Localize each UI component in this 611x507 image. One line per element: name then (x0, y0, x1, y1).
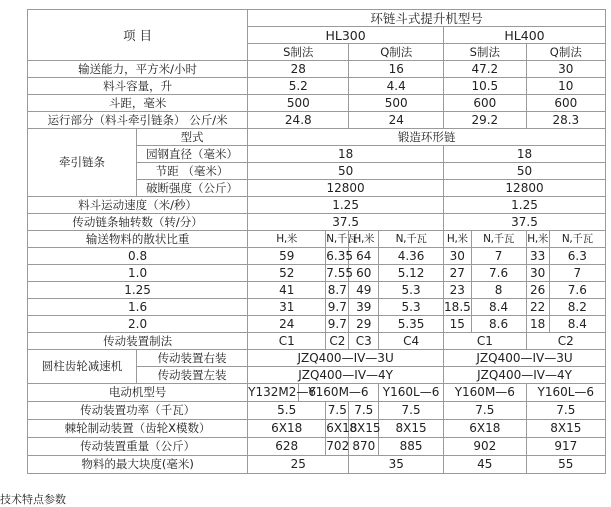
cell: 18 (526, 316, 549, 333)
cell: 30 (526, 61, 605, 78)
row-label: 传动装置右装 (136, 350, 247, 367)
chain-group-label: 牵引链条 (28, 129, 137, 197)
table-row (28, 299, 606, 316)
cell: 锻造环形链 (248, 129, 606, 146)
ratio-cell: 1.6 (28, 299, 248, 316)
cell: JZQ400—IV—4Y (444, 367, 606, 384)
cell: 18 (444, 146, 606, 163)
cell: 8X15 (526, 420, 605, 438)
cell: 27 (444, 265, 472, 282)
cell: 16 (349, 61, 444, 78)
row-label: 料斗容量，升 (28, 78, 248, 95)
table-row (28, 61, 606, 78)
cell: 39 (349, 299, 379, 316)
table-row (28, 438, 606, 456)
method-header: Q制法 (349, 44, 444, 61)
cell: C2 (526, 333, 605, 350)
row-label: 物料的最大块度(毫米) (28, 456, 248, 474)
table-row (28, 420, 606, 438)
row-label: 斗距，毫米 (28, 95, 248, 112)
cell: 5.3 (379, 282, 444, 299)
row-label: 传动装置左装 (136, 367, 247, 384)
cell: 47.2 (444, 61, 527, 78)
table-row (28, 214, 606, 231)
cell: 15 (444, 316, 472, 333)
cell: 9.7 (326, 316, 349, 333)
cell: 24 (349, 112, 444, 129)
cell: 8.4 (471, 299, 526, 316)
row-label: 破断强度（公斤） (136, 180, 247, 197)
cell: 5.12 (379, 265, 444, 282)
row-label: 传动装置制法 (28, 333, 248, 350)
cell: Y160L—6 (526, 384, 605, 402)
cell: JZQ400—IV—3U (444, 350, 606, 367)
cell: 902 (444, 438, 527, 456)
cell: 24.8 (248, 112, 349, 129)
cell: 6X18 (248, 420, 326, 438)
cell: 8.4 (549, 316, 605, 333)
cell: C2 (326, 333, 349, 350)
cell: 9.7 (326, 299, 349, 316)
table-row (28, 384, 606, 402)
reducer-group-label: 圆柱齿轮减速机 (28, 350, 137, 384)
col-h-header: H,米 (526, 231, 549, 248)
cell: 870 (349, 438, 379, 456)
cell: 10 (526, 78, 605, 95)
table-row (28, 248, 606, 265)
cell: 8.6 (471, 316, 526, 333)
cell: 7.5 (349, 402, 379, 420)
col-h-header: H,米 (248, 231, 326, 248)
table-row (28, 197, 606, 214)
footer-caption: 技术特点参数 (0, 493, 66, 506)
cell: 30 (444, 248, 472, 265)
cell: 6X18 (326, 420, 349, 438)
cell: 50 (248, 163, 444, 180)
table-row (28, 265, 606, 282)
cell: 5.5 (248, 402, 326, 420)
header-row-1 (28, 10, 606, 27)
row-label: 料斗运动速度（米/秒） (28, 197, 248, 214)
method-header: S制法 (248, 44, 349, 61)
cell: 25 (248, 456, 349, 474)
table-row (28, 456, 606, 474)
row-label: 电动机型号 (28, 384, 248, 402)
cell: 37.5 (248, 214, 444, 231)
cell: JZQ400—IV—3U (248, 350, 444, 367)
col-n-header: N,千瓦 (549, 231, 605, 248)
item-header: 项 目 (28, 10, 248, 61)
cell: 5.35 (379, 316, 444, 333)
cell: Y160M—6 (298, 384, 378, 402)
ratio-cell: 1.0 (28, 265, 248, 282)
cell: 600 (444, 95, 527, 112)
table-row (28, 350, 606, 367)
row-label: 园钢直径（毫米） (136, 146, 247, 163)
model-title: 环链斗式提升机型号 (248, 10, 606, 27)
cell: 628 (248, 438, 326, 456)
cell: 7.6 (471, 265, 526, 282)
cell: 5.3 (379, 299, 444, 316)
cell: 64 (349, 248, 379, 265)
spec-table (27, 9, 606, 474)
cell: 1.25 (444, 197, 606, 214)
cell: 7.5 (379, 402, 444, 420)
cell: 885 (379, 438, 444, 456)
ratio-cell: 0.8 (28, 248, 248, 265)
cell: 1.25 (248, 197, 444, 214)
col-h-header: H,米 (349, 231, 379, 248)
table-row (28, 316, 606, 333)
cell: 500 (248, 95, 349, 112)
cell: 55 (526, 456, 605, 474)
cell: 6X18 (444, 420, 527, 438)
table-row (28, 95, 606, 112)
ratio-cell: 2.0 (28, 316, 248, 333)
col-n-header: N,千瓦 (471, 231, 526, 248)
cell: 31 (248, 299, 326, 316)
cell: 29 (349, 316, 379, 333)
cell: 28 (248, 61, 349, 78)
cell: 22 (526, 299, 549, 316)
cell: 50 (444, 163, 606, 180)
table-row (28, 231, 606, 248)
cell: 26 (526, 282, 549, 299)
row-label: 运行部分（料斗牵引链条） 公斤/米 (28, 112, 248, 129)
table-row (28, 402, 606, 420)
cell: 24 (248, 316, 326, 333)
col-n-header: N,千瓦 (379, 231, 444, 248)
cell: 35 (349, 456, 444, 474)
cell: 500 (349, 95, 444, 112)
method-header: S制法 (444, 44, 527, 61)
cell: 7 (471, 248, 526, 265)
table-row (28, 129, 606, 146)
cell: 10.5 (444, 78, 527, 95)
row-label: 传动装置功率（千瓦） (28, 402, 248, 420)
ratio-cell: 1.25 (28, 282, 248, 299)
model-hl400: HL400 (444, 27, 606, 44)
cell: 52 (248, 265, 326, 282)
table-row (28, 333, 606, 350)
cell: 4.36 (379, 248, 444, 265)
cell: 8.2 (549, 299, 605, 316)
row-label: 棘轮制动装置（齿轮X模数） (28, 420, 248, 438)
cell: 37.5 (444, 214, 606, 231)
cell: 41 (248, 282, 326, 299)
model-hl300: HL300 (248, 27, 444, 44)
cell: 7.5 (444, 402, 527, 420)
row-label: 型式 (136, 129, 247, 146)
cell: 28.3 (526, 112, 605, 129)
cell: 7.5 (326, 402, 349, 420)
row-label: 传动装置重量（公斤） (28, 438, 248, 456)
cell: Y160M—6 (444, 384, 527, 402)
table-row (28, 78, 606, 95)
cell: 4.4 (349, 78, 444, 95)
cell: 60 (349, 265, 379, 282)
cell: 7.5 (526, 402, 605, 420)
cell: 12800 (248, 180, 444, 197)
cell: 18.5 (444, 299, 471, 314)
col-n-header: N,千瓦 (326, 231, 349, 248)
cell: 702 (326, 438, 349, 456)
cell: JZQ400—IV—4Y (248, 367, 444, 384)
cell: C1 (248, 333, 326, 350)
cell: 6.3 (549, 248, 605, 265)
row-label: 输送物料的散状比重 (28, 231, 248, 248)
table-row (28, 112, 606, 129)
cell: 6.35 (326, 248, 354, 263)
cell: C1 (444, 333, 527, 350)
cell: 7.6 (549, 282, 605, 299)
cell: 8 (471, 282, 526, 299)
cell: 23 (444, 282, 472, 299)
cell: C3 (349, 333, 379, 350)
cell: 29.2 (444, 112, 527, 129)
col-h-header: H,米 (444, 231, 472, 248)
cell: 12800 (444, 180, 606, 197)
cell: 8.7 (326, 282, 349, 299)
method-header: Q制法 (526, 44, 605, 61)
cell: 45 (444, 456, 527, 474)
cell: 8X15 (379, 420, 444, 438)
cell: 600 (526, 95, 605, 112)
cell: 59 (248, 248, 326, 265)
cell: Y160L—6 (379, 384, 444, 402)
cell: 917 (526, 438, 605, 456)
cell: 8X15 (349, 420, 379, 438)
cell: 5.2 (248, 78, 349, 95)
cell: 33 (526, 248, 549, 265)
cell: 49 (349, 282, 379, 299)
cell: 18 (248, 146, 444, 163)
cell: 7 (549, 265, 605, 282)
row-label: 传动链条轴转数（转/分） (28, 214, 248, 231)
table-row (28, 282, 606, 299)
row-label: 输送能力，平方米/小时 (28, 61, 248, 78)
cell: 30 (526, 265, 549, 282)
cell: 7.55 (326, 265, 354, 280)
cell: Y132M2—6 (248, 384, 299, 402)
cell: C4 (379, 333, 444, 350)
row-label: 节距 （毫米） (136, 163, 247, 180)
